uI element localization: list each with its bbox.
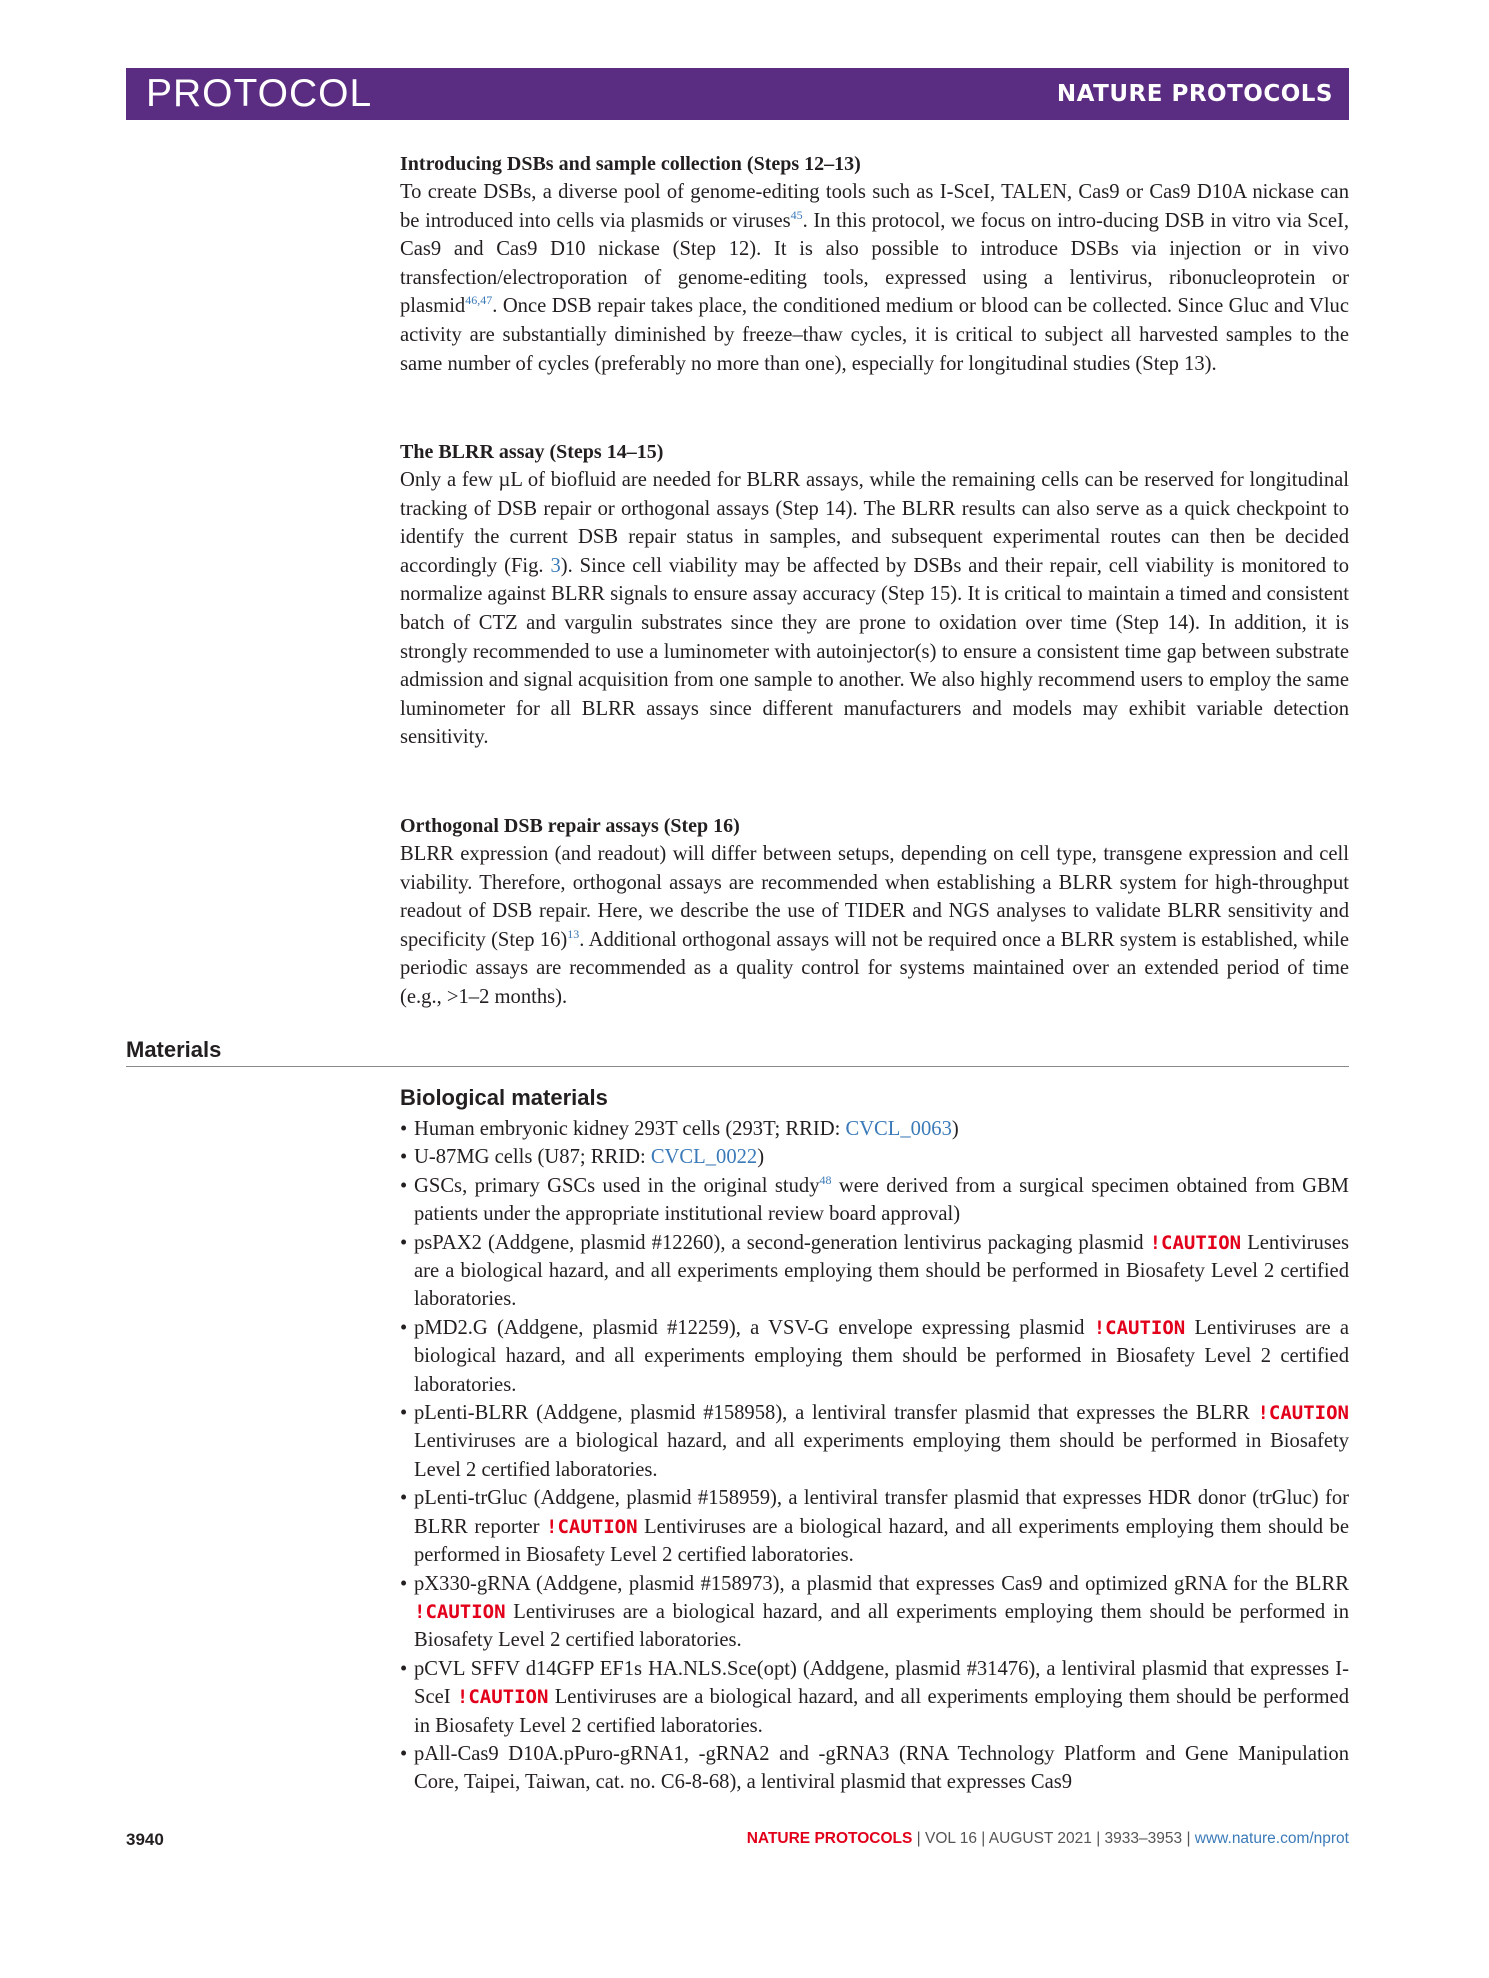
bullet: • [400, 1572, 408, 1595]
body-text: To create DSBs, a diverse pool of genome-editing tools such as I-SceI, TALEN, Cas9 or Cas9 D10A nickase can be introduced into cells via plasmids or viruses [400, 181, 1349, 232]
bullet: • [400, 1316, 408, 1339]
list-item [400, 1655, 1349, 1740]
section-heading: Orthogonal DSB repair assays (Step 16) [400, 815, 740, 837]
caution-label: !CAUTION [1093, 1316, 1186, 1339]
section-body [400, 178, 1349, 378]
bullet: • [400, 1657, 408, 1680]
list-item [400, 1399, 1349, 1484]
section-orthogonal-assays [400, 812, 1349, 1012]
section-heading: Introducing DSBs and sample collection (Steps 12–13) [400, 153, 861, 175]
caution-label: !CAUTION [414, 1600, 506, 1623]
journal-label: NATURE PROTOCOLS [1056, 81, 1333, 107]
item-text: pX330-gRNA (Addgene, plasmid #158973), a plasmid that expresses Cas9 and optimized gRNA for the BLRR [414, 1572, 1349, 1595]
body-text: BLRR expression (and readout) will differ between setups, depending on cell type, transgene expression and cell viability. Therefore, orthogonal assays are recommended when establishing a BLRR system for high-throughput readout of DSB repair. Here, we describe the use of TIDER and NGS analyses to validate BLRR sensitivity and specificity (Step 16) [400, 843, 1349, 951]
body-text: . In this protocol, we focus on intro-ducing DSB in vitro via SceI, Cas9 and Cas9 D10 nickase (Step 12). It is also possible to introduce DSBs via injection or in vivo transfection/electroporation of genome-editing tools, expressed using a lentivirus, ribonucleoprotein or plasmid [400, 209, 1349, 318]
footer-pages: 3933–3953 [1104, 1830, 1183, 1847]
body-text: ). Since cell viability may be affected by DSBs and their repair, cell viability is monitored to normalize against BLRR signals to ensure assay accuracy (Step 15). It is critical to maintain a timed and consistent batch of CTZ and vargulin substrates since they are prone to oxidation over time (Step 14). In addition, it is strongly recommended to use a luminometer with autoinjector(s) to ensure a consistent time gap between substrate admission and signal acquisition from one sample to another. We also highly recommend users to employ the same luminometer for all BLRR assays since different manufacturers and models may exhibit variable detection sensitivity. [400, 554, 1350, 749]
item-text: Lentiviruses are a biological hazard, and all experiments employing them should be performed in Biosafety Level 2 certified laboratories. [414, 1231, 1349, 1311]
item-text: ) [757, 1146, 765, 1169]
figure-link[interactable]: 3 [550, 554, 561, 577]
header-banner [126, 68, 1349, 120]
item-text: pAll-Cas9 D10A.pPuro-gRNA1, -gRNA2 and -gRNA3 (RNA Technology Platform and Gene Manipulation Core, Taipei, Taiwan, cat. no. C6-8-68), a lentiviral plasmid that expresses Cas9 [414, 1742, 1349, 1794]
footer-journal: NATURE PROTOCOLS [746, 1830, 913, 1847]
bullet: • [400, 1231, 408, 1254]
body-text: . Once DSB repair takes place, the conditioned medium or blood can be collected. Since Gluc and Vluc activity are substantially diminished by freeze–thaw cycles, it is critical to subject all harvested samples to the same number of cycles (preferably no more than one), especially for longitudinal studies (Step 13). [400, 295, 1349, 375]
list-item [400, 1484, 1349, 1569]
item-text: psPAX2 (Addgene, plasmid #12260), a second-generation lentivirus packaging plasmid [414, 1231, 1150, 1254]
section-blrr-assay [400, 438, 1349, 752]
footer-citation [747, 1830, 1349, 1848]
separator: | [912, 1830, 925, 1847]
list-item [400, 1115, 1349, 1143]
caution-label: !CAUTION [1257, 1402, 1349, 1425]
separator: | [1182, 1830, 1195, 1847]
caution-label: !CAUTION [546, 1515, 638, 1538]
bullet: • [400, 1146, 408, 1169]
footer-volume: VOL 16 [925, 1830, 977, 1847]
list-item [400, 1314, 1349, 1399]
item-text: Lentiviruses are a biological hazard, and all experiments employing them should be performed in Biosafety Level 2 certified laboratories. [414, 1686, 1349, 1737]
list-item [400, 1740, 1349, 1797]
item-text: Lentiviruses are a biological hazard, and all experiments employing them should be performed in Biosafety Level 2 certified laboratories. [414, 1600, 1349, 1652]
page-number: 3940 [126, 1830, 164, 1849]
item-text: ) [951, 1118, 959, 1140]
section-body [400, 466, 1349, 752]
item-text: GSCs, primary GSCs used in the original study [414, 1174, 820, 1197]
bullet: • [400, 1174, 408, 1197]
rrid-link[interactable]: CVCL_0063 [845, 1118, 952, 1140]
list-item [400, 1570, 1349, 1655]
item-text: U-87MG cells (U87; RRID: [414, 1146, 651, 1169]
reference-link[interactable]: 45 [790, 207, 803, 222]
item-text: pMD2.G (Addgene, plasmid #12259), a VSV-G envelope expressing plasmid [414, 1316, 1094, 1339]
separator: | [1091, 1830, 1105, 1847]
bullet: • [400, 1487, 408, 1510]
separator: | [977, 1830, 989, 1847]
list-item [400, 1172, 1349, 1229]
section-heading: The BLRR assay (Steps 14–15) [400, 441, 664, 463]
footer-url-link[interactable]: www.nature.com/nprot [1194, 1830, 1349, 1847]
body-text: . Additional orthogonal assays will not be required once a BLRR system is established, while periodic assays are recommended as a quality control for systems maintained over an extended period of time (e.g., >1–2 months). [400, 928, 1349, 1008]
reference-link[interactable]: 46,47 [465, 293, 493, 308]
biological-materials-heading: Biological materials [400, 1085, 608, 1110]
reference-link[interactable]: 13 [567, 926, 580, 941]
item-text: Lentiviruses are a biological hazard, and all experiments employing them should be performed in Biosafety Level 2 certified laboratories. [414, 1316, 1349, 1396]
caution-label: !CAUTION [456, 1686, 549, 1709]
rrid-link[interactable]: CVCL_0022 [650, 1146, 758, 1169]
section-label: PROTOCOL [146, 72, 373, 115]
bullet: • [400, 1742, 408, 1765]
item-text: Human embryonic kidney 293T cells (293T; RRID: [414, 1118, 846, 1140]
item-text: pLenti-trGluc (Addgene, plasmid #158959), a lentiviral transfer plasmid that expresses HDR donor (trGluc) for BLRR reporter [414, 1487, 1349, 1538]
item-text: pCVL SFFV d14GFP EF1s HA.NLS.Sce(opt) (Addgene, plasmid #31476), a lentiviral plasmid that expresses I-SceI [414, 1657, 1349, 1709]
section-body [400, 840, 1349, 1012]
section-introducing-dsbs [400, 150, 1349, 378]
item-text: pLenti-BLRR (Addgene, plasmid #158958), a lentiviral transfer plasmid that expresses the BLRR [414, 1402, 1258, 1425]
materials-heading: Materials [126, 1037, 222, 1062]
list-item [400, 1143, 1349, 1171]
section-divider [126, 1066, 1349, 1067]
caution-label: !CAUTION [1149, 1231, 1242, 1254]
footer-date: AUGUST 2021 [988, 1830, 1092, 1847]
body-text: Only a few µL of biofluid are needed for BLRR assays, while the remaining cells can be reserved for longitudinal tracking of DSB repair or orthogonal assays (Step 14). The BLRR results can also serve as a quick checkpoint to identify the current DSB repair status in samples, and subsequent experimental routes can then be decided accordingly (Fig. [400, 469, 1349, 577]
bullet: • [400, 1402, 408, 1425]
list-item [400, 1229, 1349, 1314]
reference-link[interactable]: 48 [819, 1172, 832, 1187]
item-text: Lentiviruses are a biological hazard, and all experiments employing them should be performed in Biosafety Level 2 certified laboratories. [414, 1515, 1349, 1567]
biological-materials-list [400, 1115, 1349, 1797]
item-text: Lentiviruses are a biological hazard, and all experiments employing them should be performed in Biosafety Level 2 certified laboratories. [414, 1430, 1349, 1481]
bullet: • [400, 1118, 408, 1140]
item-text: were derived from a surgical specimen obtained from GBM patients under the appropriate institutional review board approval) [414, 1174, 1349, 1226]
